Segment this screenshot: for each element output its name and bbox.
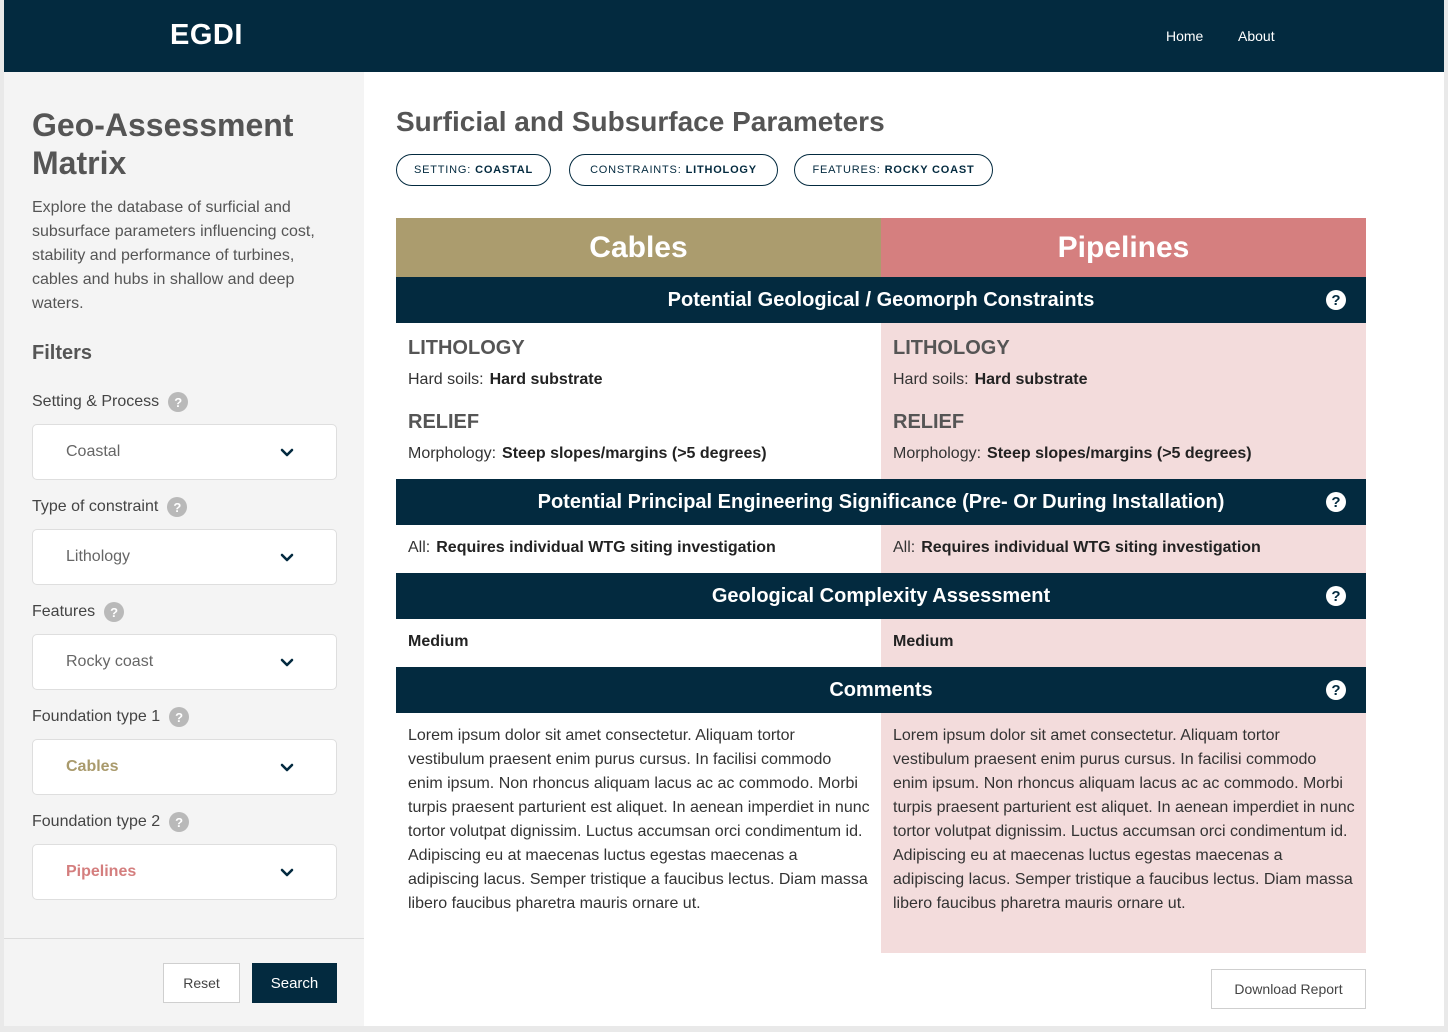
help-icon[interactable]: ? [169,812,189,832]
sidebar-description: Explore the database of surficial and subsurface parameters influencing cost, stability and performance of turbines, cables and hubs in shallow and deep waters. [32,199,315,312]
page-title: Surficial and Subsurface Parameters [396,106,885,137]
help-icon[interactable]: ? [1326,586,1346,606]
row-label: Morphology: [408,445,497,462]
column-header-cables: Cables [396,218,881,277]
help-icon[interactable]: ? [169,707,189,727]
row-label: All: [408,539,431,556]
filter-label-text: Type of constraint [32,498,159,515]
chevron-down-icon [278,759,296,777]
lithology-heading: LITHOLOGY [408,337,525,359]
relief-heading: RELIEF [408,411,480,433]
pipelines-cell-background [881,619,1366,667]
complexity-value: Medium [893,633,954,650]
top-navbar [4,0,1444,72]
filter-label-foundation-2 [32,812,189,832]
filter-label-features [32,602,124,622]
lithology-row [408,371,603,389]
section-header-complexity [396,573,1366,619]
relief-row [893,445,1252,463]
lithology-heading: LITHOLOGY [893,337,1010,359]
sidebar-footer [4,938,364,1026]
filter-label-setting [32,392,188,412]
app-frame [4,0,1444,1026]
section-title: Potential Geological / Geomorph Constraints [667,288,1095,311]
nav-home-link[interactable]: Home [1166,28,1204,44]
help-icon[interactable]: ? [168,392,188,412]
features-select[interactable] [32,634,337,690]
chip-value: COASTAL [475,164,534,176]
filter-label-text: Setting & Process [32,393,160,410]
help-icon[interactable]: ? [167,497,187,517]
lithology-row [893,371,1088,389]
select-value: Cables [66,758,119,775]
row-label: All: [893,539,916,556]
download-report-button[interactable]: Download Report [1211,969,1366,1009]
comments-text-cables: Lorem ipsum dolor sit amet consectetur. Aliquam tortor vestibulum praesent enim purus cursus. In facilisi commodo enim ipsum. Non rhoncus aliquam lacus ac ac commodo. Morbi turpis praesent parturient est aliquet. In aenean imperdiet in nunc tortor volutpat dignissim. Luctus accumsan orci condimentum id. Adipiscing eu at maecenas luctus egestas maecenas a adipiscing lacus. Semper tristique a faucibus lectus. Diam massa libero faucibus pharetra mauris ornare ut. [408,727,870,912]
filter-label-text: Foundation type 1 [32,708,161,725]
filters-heading: Filters [32,342,93,364]
complexity-value: Medium [408,633,469,650]
logo[interactable]: EGDI [170,19,243,51]
chip-key: SETTING: [413,164,472,176]
chevron-down-icon [278,549,296,567]
help-icon[interactable]: ? [1326,680,1346,700]
constraint-select[interactable] [32,529,337,585]
section-header-engineering [396,479,1366,525]
filter-chip-setting[interactable] [396,154,551,186]
select-value: Lithology [66,548,131,565]
chip-value: ROCKY COAST [884,164,975,176]
foundation-1-select[interactable] [32,739,337,795]
sidebar-title: Geo-Assessment Matrix [32,107,294,181]
row-value: Steep slopes/margins (>5 degrees) [502,445,767,462]
row-label: Hard soils: [893,371,969,388]
row-value: Requires individual WTG siting investigation [921,539,1261,556]
select-value: Rocky coast [66,653,154,670]
select-value: Coastal [66,443,121,460]
foundation-2-select[interactable] [32,844,337,900]
comments-text-pipelines: Lorem ipsum dolor sit amet consectetur. Aliquam tortor vestibulum praesent enim purus cursus. In facilisi commodo enim ipsum. Non rhoncus aliquam lacus ac ac commodo. Morbi turpis praesent parturient est aliquet. In aenean imperdiet in nunc tortor volutpat dignissim. Luctus accumsan orci condimentum id. Adipiscing eu at maecenas luctus egestas maecenas a adipiscing lacus. Semper tristique a faucibus lectus. Diam massa libero faucibus pharetra mauris ornare ut. [893,727,1355,912]
filter-chip-constraints[interactable] [569,154,778,186]
chip-key: FEATURES: [812,164,881,176]
filter-chip-features[interactable] [794,154,993,186]
section-title: Comments [829,678,933,701]
row-value: Requires individual WTG siting investigation [436,539,776,556]
chevron-down-icon [278,444,296,462]
section-title: Potential Principal Engineering Significance (Pre- Or During Installation) [537,490,1225,513]
row-value: Hard substrate [489,371,603,388]
filter-label-foundation-1 [32,707,189,727]
select-value: Pipelines [66,863,137,880]
nav-about-link[interactable]: About [1238,28,1275,44]
setting-select[interactable] [32,424,337,480]
chip-value: LITHOLOGY [685,164,757,176]
row-label: Hard soils: [408,371,484,388]
row-value: Hard substrate [974,371,1088,388]
reset-button[interactable]: Reset [163,963,240,1003]
chevron-down-icon [278,864,296,882]
section-title: Geological Complexity Assessment [711,584,1051,607]
row-label: Morphology: [893,445,982,462]
filter-label-constraint [32,497,187,517]
chip-key: CONSTRAINTS: [590,164,682,176]
engineering-row [408,539,776,557]
help-icon[interactable]: ? [1326,492,1346,512]
filter-label-text: Features [32,603,96,620]
filter-label-text: Foundation type 2 [32,813,161,830]
column-header-pipelines: Pipelines [881,218,1366,277]
row-value: Steep slopes/margins (>5 degrees) [987,445,1252,462]
help-icon[interactable]: ? [104,602,124,622]
engineering-row [893,539,1261,557]
section-header-constraints [396,277,1366,323]
help-icon[interactable]: ? [1326,290,1346,310]
relief-row [408,445,767,463]
sidebar [4,72,364,1026]
section-header-comments [396,667,1366,713]
chevron-down-icon [278,654,296,672]
relief-heading: RELIEF [893,411,965,433]
search-button[interactable]: Search [252,963,337,1003]
